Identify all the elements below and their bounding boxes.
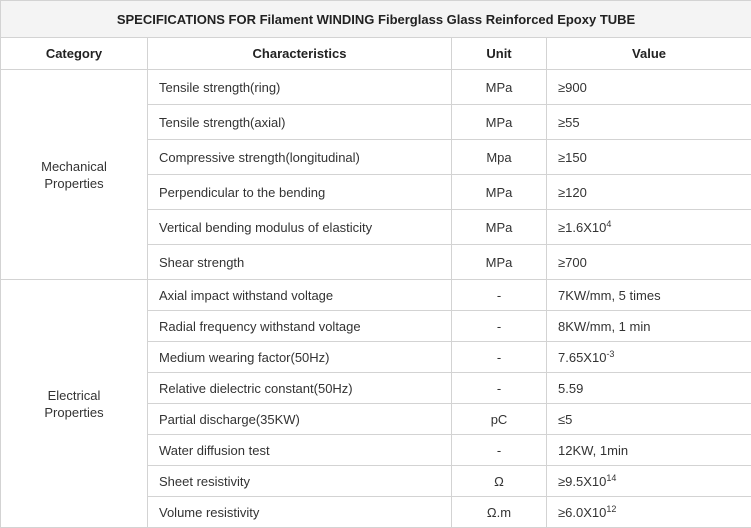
characteristic-cell: Volume resistivity [148, 497, 452, 528]
category-label: Mechanical [41, 159, 107, 174]
unit-cell: MPa [452, 210, 547, 245]
value-text: ≥1.6X10 [558, 220, 606, 235]
unit-cell: Mpa [452, 140, 547, 175]
category-mechanical [1, 70, 148, 280]
unit-cell: MPa [452, 245, 547, 280]
unit-cell: Ω.m [452, 497, 547, 528]
unit-cell: MPa [452, 70, 547, 105]
characteristic-cell: Vertical bending modulus of elasticity [148, 210, 452, 245]
unit-cell: - [452, 435, 547, 466]
characteristic-cell: Compressive strength(longitudinal) [148, 140, 452, 175]
characteristic-cell: Perpendicular to the bending [148, 175, 452, 210]
value-cell: ≥700 [547, 245, 751, 280]
unit-cell: MPa [452, 105, 547, 140]
category-label: Electrical [48, 388, 101, 403]
characteristic-cell: Medium wearing factor(50Hz) [148, 342, 452, 373]
value-exponent: 4 [606, 219, 611, 229]
value-cell [547, 210, 751, 245]
characteristic-cell: Sheet resistivity [148, 466, 452, 497]
value-cell [547, 466, 751, 497]
value-text: ≥6.0X10 [558, 505, 606, 520]
table-title: SPECIFICATIONS FOR Filament WINDING Fiberglass Glass Reinforced Epoxy TUBE [1, 1, 751, 38]
characteristic-cell: Shear strength [148, 245, 452, 280]
value-text: ≥9.5X10 [558, 474, 606, 489]
value-exponent: 12 [606, 504, 616, 514]
characteristic-cell: Axial impact withstand voltage [148, 280, 452, 311]
unit-cell: - [452, 280, 547, 311]
unit-cell: - [452, 342, 547, 373]
value-cell: 5.59 [547, 373, 751, 404]
table-row [1, 70, 751, 105]
value-exponent: -3 [606, 349, 614, 359]
category-label: Properties [44, 405, 103, 420]
characteristic-cell: Water diffusion test [148, 435, 452, 466]
value-text: 7.65X10 [558, 350, 606, 365]
value-cell [547, 342, 751, 373]
header-characteristics: Characteristics [148, 38, 452, 70]
value-cell: 7KW/mm, 5 times [547, 280, 751, 311]
value-cell: ≥900 [547, 70, 751, 105]
characteristic-cell: Relative dielectric constant(50Hz) [148, 373, 452, 404]
value-cell [547, 497, 751, 528]
characteristic-cell: Tensile strength(ring) [148, 70, 452, 105]
header-value: Value [547, 38, 751, 70]
characteristic-cell: Partial discharge(35KW) [148, 404, 452, 435]
header-category: Category [1, 38, 148, 70]
value-cell: ≥120 [547, 175, 751, 210]
title-row [1, 1, 751, 38]
value-cell: ≤5 [547, 404, 751, 435]
header-row [1, 38, 751, 70]
category-electrical [1, 280, 148, 528]
value-cell: ≥150 [547, 140, 751, 175]
value-cell: ≥55 [547, 105, 751, 140]
table-row [1, 280, 751, 311]
value-exponent: 14 [606, 473, 616, 483]
value-cell: 8KW/mm, 1 min [547, 311, 751, 342]
unit-cell: Ω [452, 466, 547, 497]
header-unit: Unit [452, 38, 547, 70]
characteristic-cell: Tensile strength(axial) [148, 105, 452, 140]
value-cell: 12KW, 1min [547, 435, 751, 466]
unit-cell: MPa [452, 175, 547, 210]
category-label: Properties [44, 176, 103, 191]
unit-cell: pC [452, 404, 547, 435]
characteristic-cell: Radial frequency withstand voltage [148, 311, 452, 342]
unit-cell: - [452, 311, 547, 342]
unit-cell: - [452, 373, 547, 404]
